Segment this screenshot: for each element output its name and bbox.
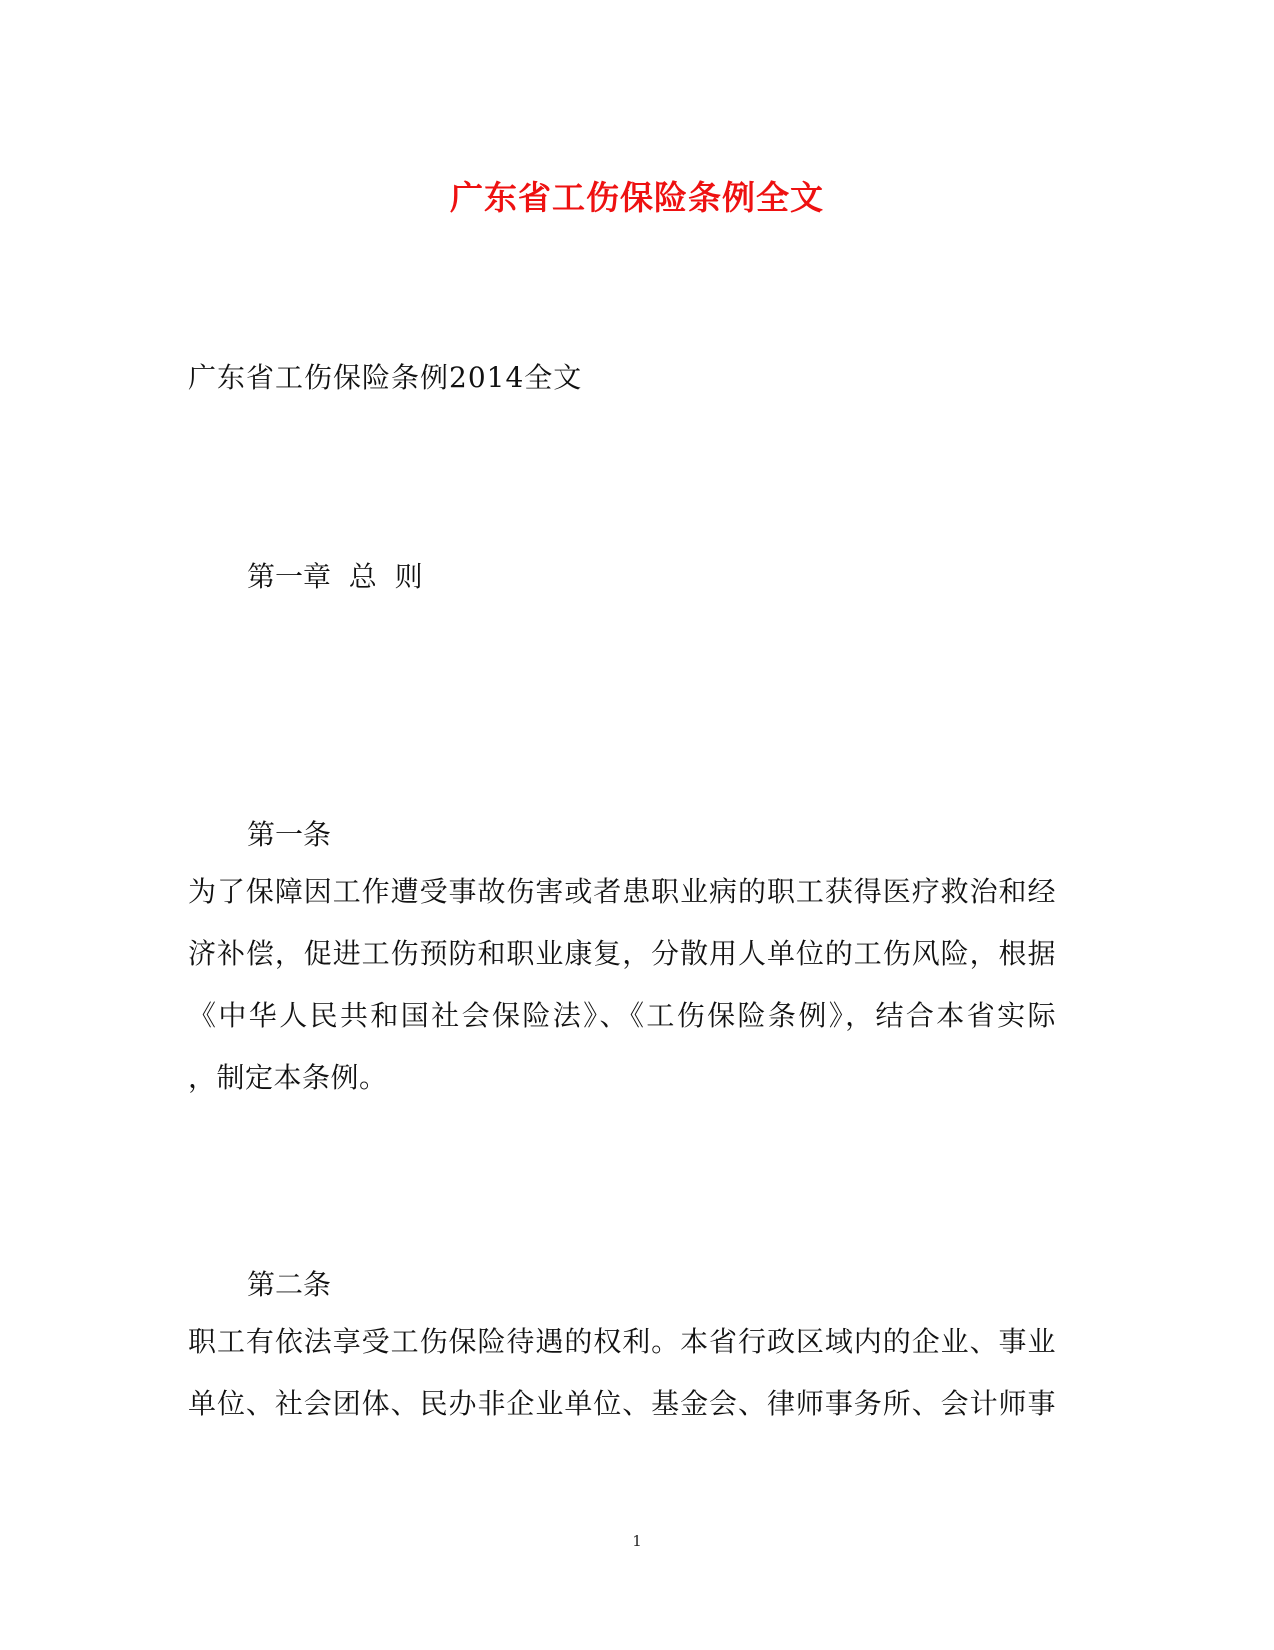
article-1-line: ，制定本条例。	[188, 1061, 388, 1094]
article-2-body	[188, 1322, 1056, 1446]
page-number: 1	[632, 1532, 642, 1550]
article-1-line: 为了保障因工作遭受事故伤害或者患职业病的职工获得医疗救治和经	[188, 875, 1056, 908]
article-1-heading: 第一条	[247, 818, 332, 851]
document-subtitle: 广东省工伤保险条例2014全文	[188, 361, 583, 394]
article-2-line: 职工有依法享受工伤保险待遇的权利。本省行政区域内的企业、事业	[188, 1325, 1056, 1358]
article-1-line: 《中华人民共和国社会保险法》、《工伤保险条例》，结合本省实际	[188, 999, 1056, 1032]
document-title: 广东省工伤保险条例全文	[450, 178, 824, 217]
article-1-body	[188, 872, 1056, 1120]
chapter-heading: 第一章 总 则	[247, 560, 423, 593]
article-1-line: 济补偿，促进工伤预防和职业康复，分散用人单位的工伤风险，根据	[188, 937, 1056, 970]
article-2-heading: 第二条	[247, 1268, 332, 1301]
article-2-line: 单位、社会团体、民办非企业单位、基金会、律师事务所、会计师事	[188, 1387, 1056, 1420]
